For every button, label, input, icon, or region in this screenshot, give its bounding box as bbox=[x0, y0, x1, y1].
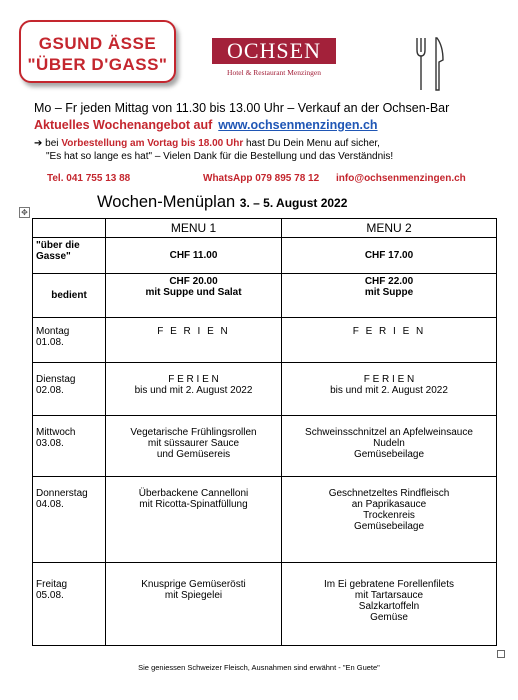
menu2-cell: F E R I E N bbox=[282, 318, 497, 363]
ochsen-logo-subtitle: Hotel & Restaurant Menzingen bbox=[227, 68, 321, 77]
row-label: Freitag 05.08. bbox=[33, 563, 106, 646]
phone: Tel. 041 755 13 88 bbox=[47, 173, 131, 184]
plan-dates: 3. – 5. August 2022 bbox=[239, 196, 348, 210]
menu1-cell: Vegetarische Frühlingsrollen mit süssaurer Sauce und Gemüsereis bbox=[106, 416, 282, 477]
menu1-cell: CHF 11.00 bbox=[106, 238, 282, 274]
gsund-aesse-logo bbox=[19, 20, 176, 83]
preorder-line bbox=[34, 138, 380, 149]
table-row bbox=[33, 363, 497, 416]
row-label: Montag 01.08. bbox=[33, 318, 106, 363]
table-header-row bbox=[33, 219, 497, 238]
plan-title-text: Wochen-Menüplan bbox=[97, 193, 236, 211]
order-prefix: bei bbox=[45, 138, 59, 149]
menu2-cell: Schweinsschnitzel an Apfelweinsauce Nudeln Gemüsebeilage bbox=[282, 416, 497, 477]
badge-line2: "ÜBER D'GASS" bbox=[27, 55, 168, 74]
menu1-cell: F E R I E N bis und mit 2. August 2022 bbox=[106, 363, 282, 416]
thanks-line: "Es hat so lange es hat" – Vielen Dank für die Bestellung und das Verständnis! bbox=[46, 151, 394, 162]
table-row bbox=[33, 563, 497, 646]
table-move-handle[interactable]: ✥ bbox=[19, 207, 30, 218]
table-row bbox=[33, 318, 497, 363]
menu1-cell: CHF 20.00 mit Suppe und Salat bbox=[106, 274, 282, 318]
weekly-offer-line bbox=[34, 118, 378, 132]
opening-hours: Mo – Fr jeden Mittag von 11.30 bis 13.00 Uhr – Verkauf an der Ochsen-Bar bbox=[34, 101, 450, 115]
row-label: Mittwoch 03.08. bbox=[33, 416, 106, 477]
row-label: "über die Gasse" bbox=[33, 238, 106, 274]
ochsen-logo: OCHSEN bbox=[212, 38, 336, 64]
table-resize-handle[interactable] bbox=[497, 650, 505, 658]
header-menu2: MENU 2 bbox=[282, 219, 497, 238]
table-row bbox=[33, 477, 497, 563]
order-suffix: hast Du Dein Menu auf sicher, bbox=[246, 138, 380, 149]
table-row bbox=[33, 238, 497, 274]
whatsapp: WhatsApp 079 895 78 12 bbox=[203, 173, 320, 184]
order-highlight: Vorbestellung am Vortag bis 18.00 Uhr bbox=[61, 138, 244, 149]
row-label: Dienstag 02.08. bbox=[33, 363, 106, 416]
menu2-cell: CHF 22.00 mit Suppe bbox=[282, 274, 497, 318]
table-row bbox=[33, 416, 497, 477]
plan-title bbox=[97, 193, 347, 212]
row-label: bedient bbox=[33, 274, 106, 318]
header-menu1: MENU 1 bbox=[106, 219, 282, 238]
header-empty bbox=[33, 219, 106, 238]
website-link[interactable]: www.ochsenmenzingen.ch bbox=[218, 118, 378, 132]
menu2-cell: CHF 17.00 bbox=[282, 238, 497, 274]
footer-note: Sie geniessen Schweizer Fleisch, Ausnahmen sind erwähnt - "En Guete" bbox=[138, 663, 380, 672]
row-label: Donnerstag 04.08. bbox=[33, 477, 106, 563]
badge-line1: GSUND ÄSSE bbox=[38, 34, 157, 53]
menu1-cell: Knusprige Gemüserösti mit Spiegelei bbox=[106, 563, 282, 646]
menu2-cell: Im Ei gebratene Forellenfilets mit Tartarsauce Salzkartoffeln Gemüse bbox=[282, 563, 497, 646]
menu1-cell: F E R I E N bbox=[106, 318, 282, 363]
email: info@ochsenmenzingen.ch bbox=[336, 173, 466, 184]
table-row bbox=[33, 274, 497, 318]
offer-label: Aktuelles Wochenangebot auf bbox=[34, 118, 213, 132]
menu1-cell: Überbackene Cannelloni mit Ricotta-Spinatfüllung bbox=[106, 477, 282, 563]
fork-knife-icon bbox=[413, 36, 445, 92]
menu2-cell: F E R I E N bis und mit 2. August 2022 bbox=[282, 363, 497, 416]
menu-table bbox=[32, 218, 497, 646]
arrow-right-icon: ➔ bbox=[34, 138, 43, 149]
menu2-cell: Geschnetzeltes Rindfleisch an Paprikasauce Trockenreis Gemüsebeilage bbox=[282, 477, 497, 563]
